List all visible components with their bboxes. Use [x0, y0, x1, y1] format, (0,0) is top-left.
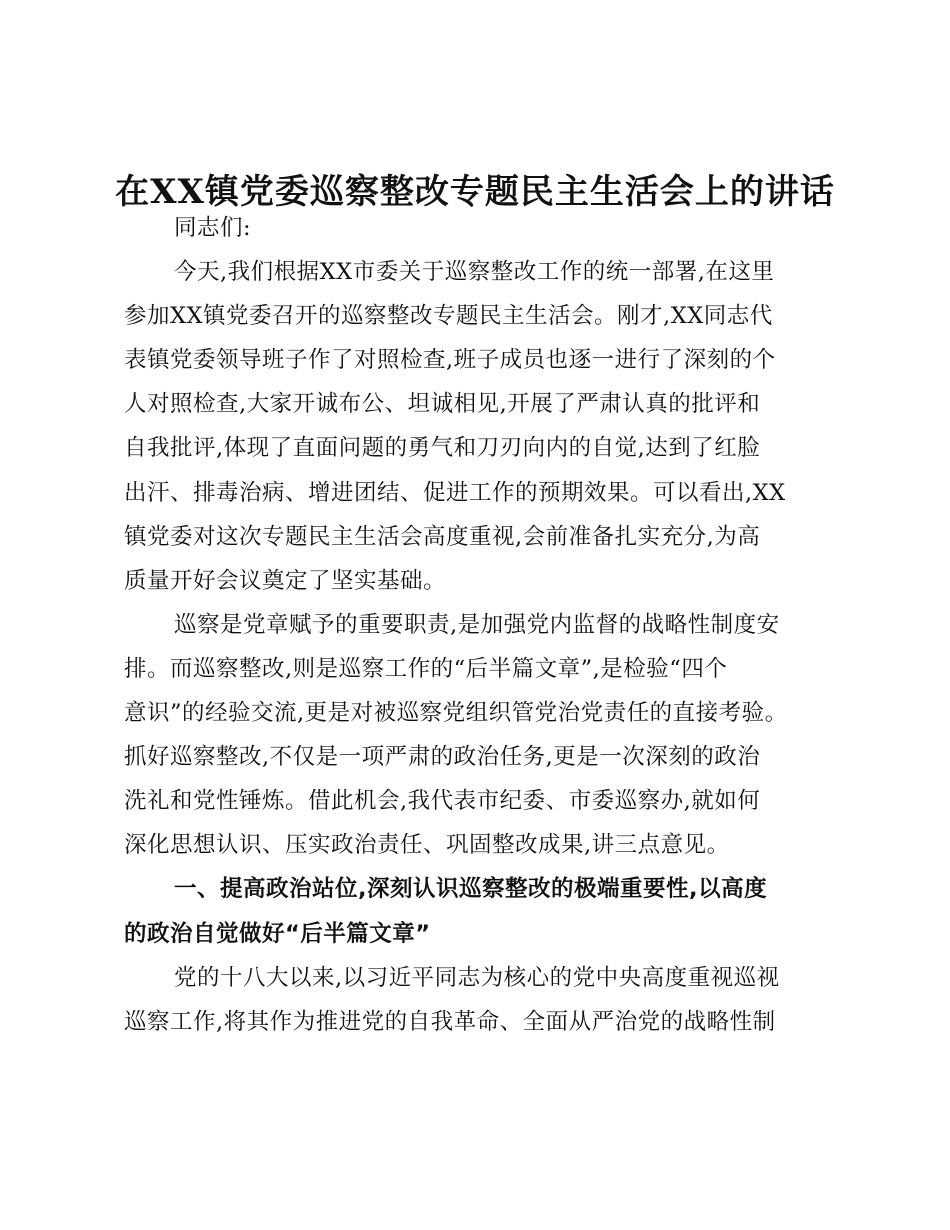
paragraph-line: 质量开好会议奠定了坚实基础。: [124, 567, 447, 594]
paragraph-line: 自我批评,体现了直面问题的勇气和刀刃向内的自觉,达到了红脸: [124, 435, 761, 462]
paragraph-line: 抓好巡察整改,不仅是一项严肃的政治任务,更是一次深刻的政治: [124, 744, 761, 771]
salutation: 同志们:: [174, 215, 252, 241]
paragraph-line: 洗礼和党性锤炼。借此机会,我代表市纪委、市委巡察办,就如何: [124, 788, 761, 815]
paragraph-line: 出汗、排毒治病、增进团结、促进工作的预期效果。可以看出,XX: [124, 479, 786, 506]
paragraph-line: 今天,我们根据XX市委关于巡察整改工作的统一部署,在这里: [174, 259, 775, 286]
document-title: 在XX镇党委巡察整改专题民主生活会上的讲话: [115, 172, 835, 212]
section-heading-1: [124, 867, 834, 955]
paragraph-line: 党的十八大以来,以习近平同志为核心的党中央高度重视巡视: [174, 964, 780, 991]
heading-line: 的政治自觉做好“后半篇文章”: [124, 920, 431, 947]
paragraph-line: 意识”的经验交流,更是对被巡察党组织管党治党责任的直接考验。: [124, 700, 788, 727]
paragraph-line: 人对照检查,大家开诚布公、坦诚相见,开展了严肃认真的批评和: [124, 391, 761, 418]
paragraph-line: 巡察是党章赋予的重要职责,是加强党内监督的战略性制度安: [174, 611, 780, 638]
paragraph-opening: [124, 250, 834, 603]
paragraph-line: 镇党委对这次专题民主生活会高度重视,会前准备扎实充分,为高: [124, 523, 761, 550]
document-body: [124, 206, 834, 1044]
paragraph-section-1: [124, 956, 834, 1044]
paragraph-line: 表镇党委领导班子作了对照检查,班子成员也逐一进行了深刻的个: [124, 347, 776, 374]
paragraph-line: 深化思想认识、压实政治责任、巩固整改成果,讲三点意见。: [124, 832, 730, 859]
heading-line: 一、提高政治站位,深刻认识巡察整改的极端重要性,以高度: [174, 876, 768, 903]
paragraph-line: 参加XX镇党委召开的巡察整改专题民主生活会。刚才,XX同志代: [124, 303, 773, 330]
paragraph-line: 排。而巡察整改,则是巡察工作的“后半篇文章”,是检验“四个: [124, 655, 728, 682]
paragraph-inspection: [124, 603, 834, 868]
paragraph-line: 巡察工作,将其作为推进党的自我革命、全面从严治党的战略性制: [124, 1008, 776, 1035]
